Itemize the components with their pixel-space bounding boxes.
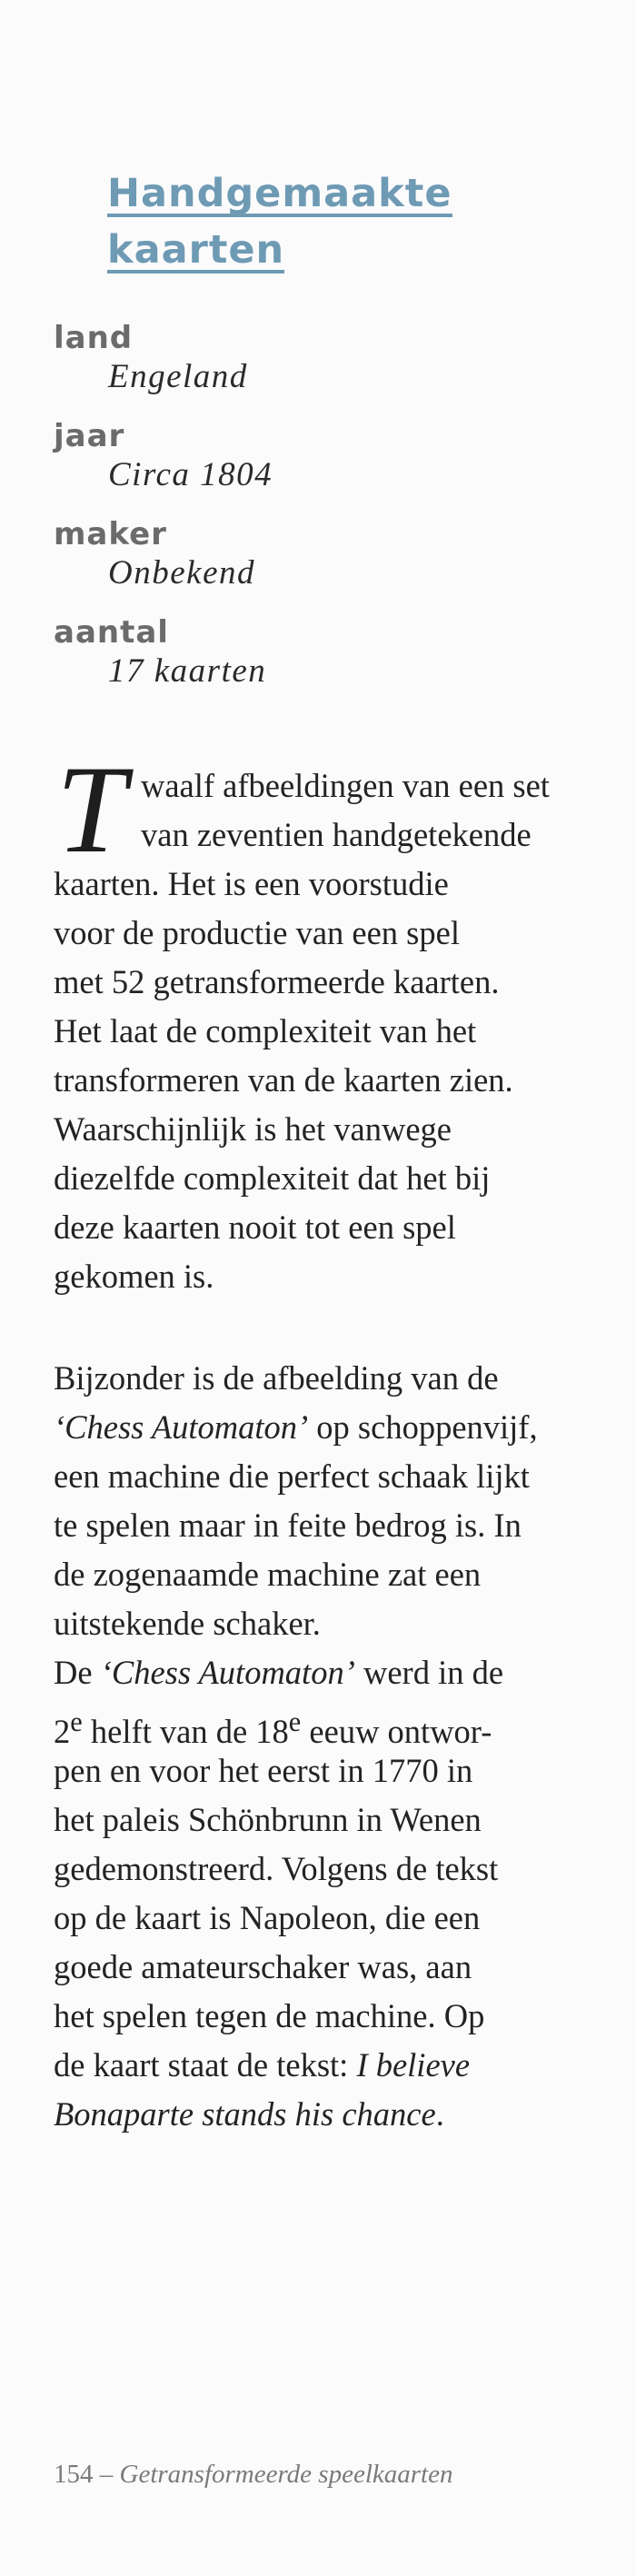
text-line: Waarschijnlijk is het vanwege (54, 1110, 452, 1148)
page-title (107, 169, 452, 282)
text-line: deze kaarten nooit tot een spel (54, 1208, 456, 1246)
footer-separator: – (93, 2460, 120, 2489)
meta-item-maker (54, 516, 273, 614)
drop-cap: T (56, 740, 126, 879)
text-line: pen en voor het eerst in 1770 in (54, 1752, 473, 1789)
title-line-2: kaarten (107, 227, 285, 273)
text-line: Bijzonder is de afbeelding van de (54, 1359, 499, 1397)
text-span: werd in de (354, 1654, 504, 1691)
page-footer (54, 2460, 452, 2490)
text-line: voor de productie van een spel (54, 914, 460, 951)
meta-label: aantal (54, 614, 169, 651)
text-span: de kaart staat de tekst: (54, 2046, 357, 2084)
superscript: e (288, 1706, 302, 1737)
text-line: waalf afbeeldingen van een set (141, 767, 550, 804)
text-line (54, 1403, 599, 1452)
text-line: het spelen tegen de machine. Op (54, 1997, 485, 2034)
text-line (54, 1648, 599, 1697)
title-line-1: Handgemaakte (107, 171, 452, 216)
meta-label: maker (54, 516, 167, 552)
paragraph-intro (54, 761, 599, 1301)
text-line (54, 2090, 599, 2139)
meta-label: jaar (54, 418, 125, 454)
text-line: van zeventien handgetekende (141, 816, 532, 853)
meta-value: Circa 1804 (108, 456, 273, 493)
book-title: Getransformeerde speelkaarten (119, 2460, 453, 2489)
meta-value: 17 kaarten (108, 652, 267, 690)
meta-value: Engeland (108, 358, 248, 395)
text-line: gekomen is. (54, 1258, 214, 1295)
text-line: gedemonstreerd. Volgens de tekst (54, 1850, 499, 1887)
meta-label: land (54, 320, 134, 356)
text-line: het paleis Schönbrunn in Wenen (54, 1801, 482, 1838)
italic-quote: Bonaparte stands his chance (54, 2095, 436, 2133)
text-line: Het laat de complexiteit van het (54, 1012, 477, 1049)
metadata-list (54, 320, 273, 712)
italic-quote: I believe (356, 2046, 471, 2084)
text-span: 2 (54, 1713, 71, 1751)
paragraph-chess-automaton (54, 1354, 599, 2139)
text-line: een machine die perfect schaak lijkt (54, 1457, 530, 1495)
text-line (54, 1697, 599, 1751)
text-span: De (54, 1654, 101, 1691)
text-span: op schoppenvijf, (308, 1408, 538, 1446)
meta-value: Onbekend (108, 554, 255, 592)
text-line: diezelfde complexiteit dat het bij (54, 1159, 491, 1197)
text-line: op de kaart is Napoleon, die een (54, 1899, 481, 1936)
text-span: helft van de 18 (82, 1713, 289, 1751)
text-line: te spelen maar in feite bedrog is. In (54, 1507, 522, 1544)
italic-title: ‘Chess Automaton’ (54, 1408, 309, 1446)
meta-item-land (54, 320, 273, 418)
text-line: met 52 getransformeerde kaarten. (54, 963, 500, 1000)
text-line: de zogenaamde machine zat een (54, 1556, 482, 1593)
meta-item-jaar (54, 418, 273, 516)
text-line: transformeren van de kaarten zien. (54, 1061, 513, 1099)
text-line: goede amateurschaker was, aan (54, 1948, 472, 1985)
meta-item-aantal (54, 614, 273, 712)
text-span: . (435, 2095, 444, 2133)
text-line: kaarten. Het is een voorstudie (54, 865, 449, 902)
text-line (54, 2041, 599, 2090)
text-span: eeuw ontwor- (301, 1713, 492, 1751)
superscript: e (70, 1706, 83, 1737)
text-line: uitstekende schaker. (54, 1605, 321, 1642)
italic-title: ‘Chess Automaton’ (100, 1654, 355, 1691)
page-number: 154 (54, 2460, 94, 2489)
